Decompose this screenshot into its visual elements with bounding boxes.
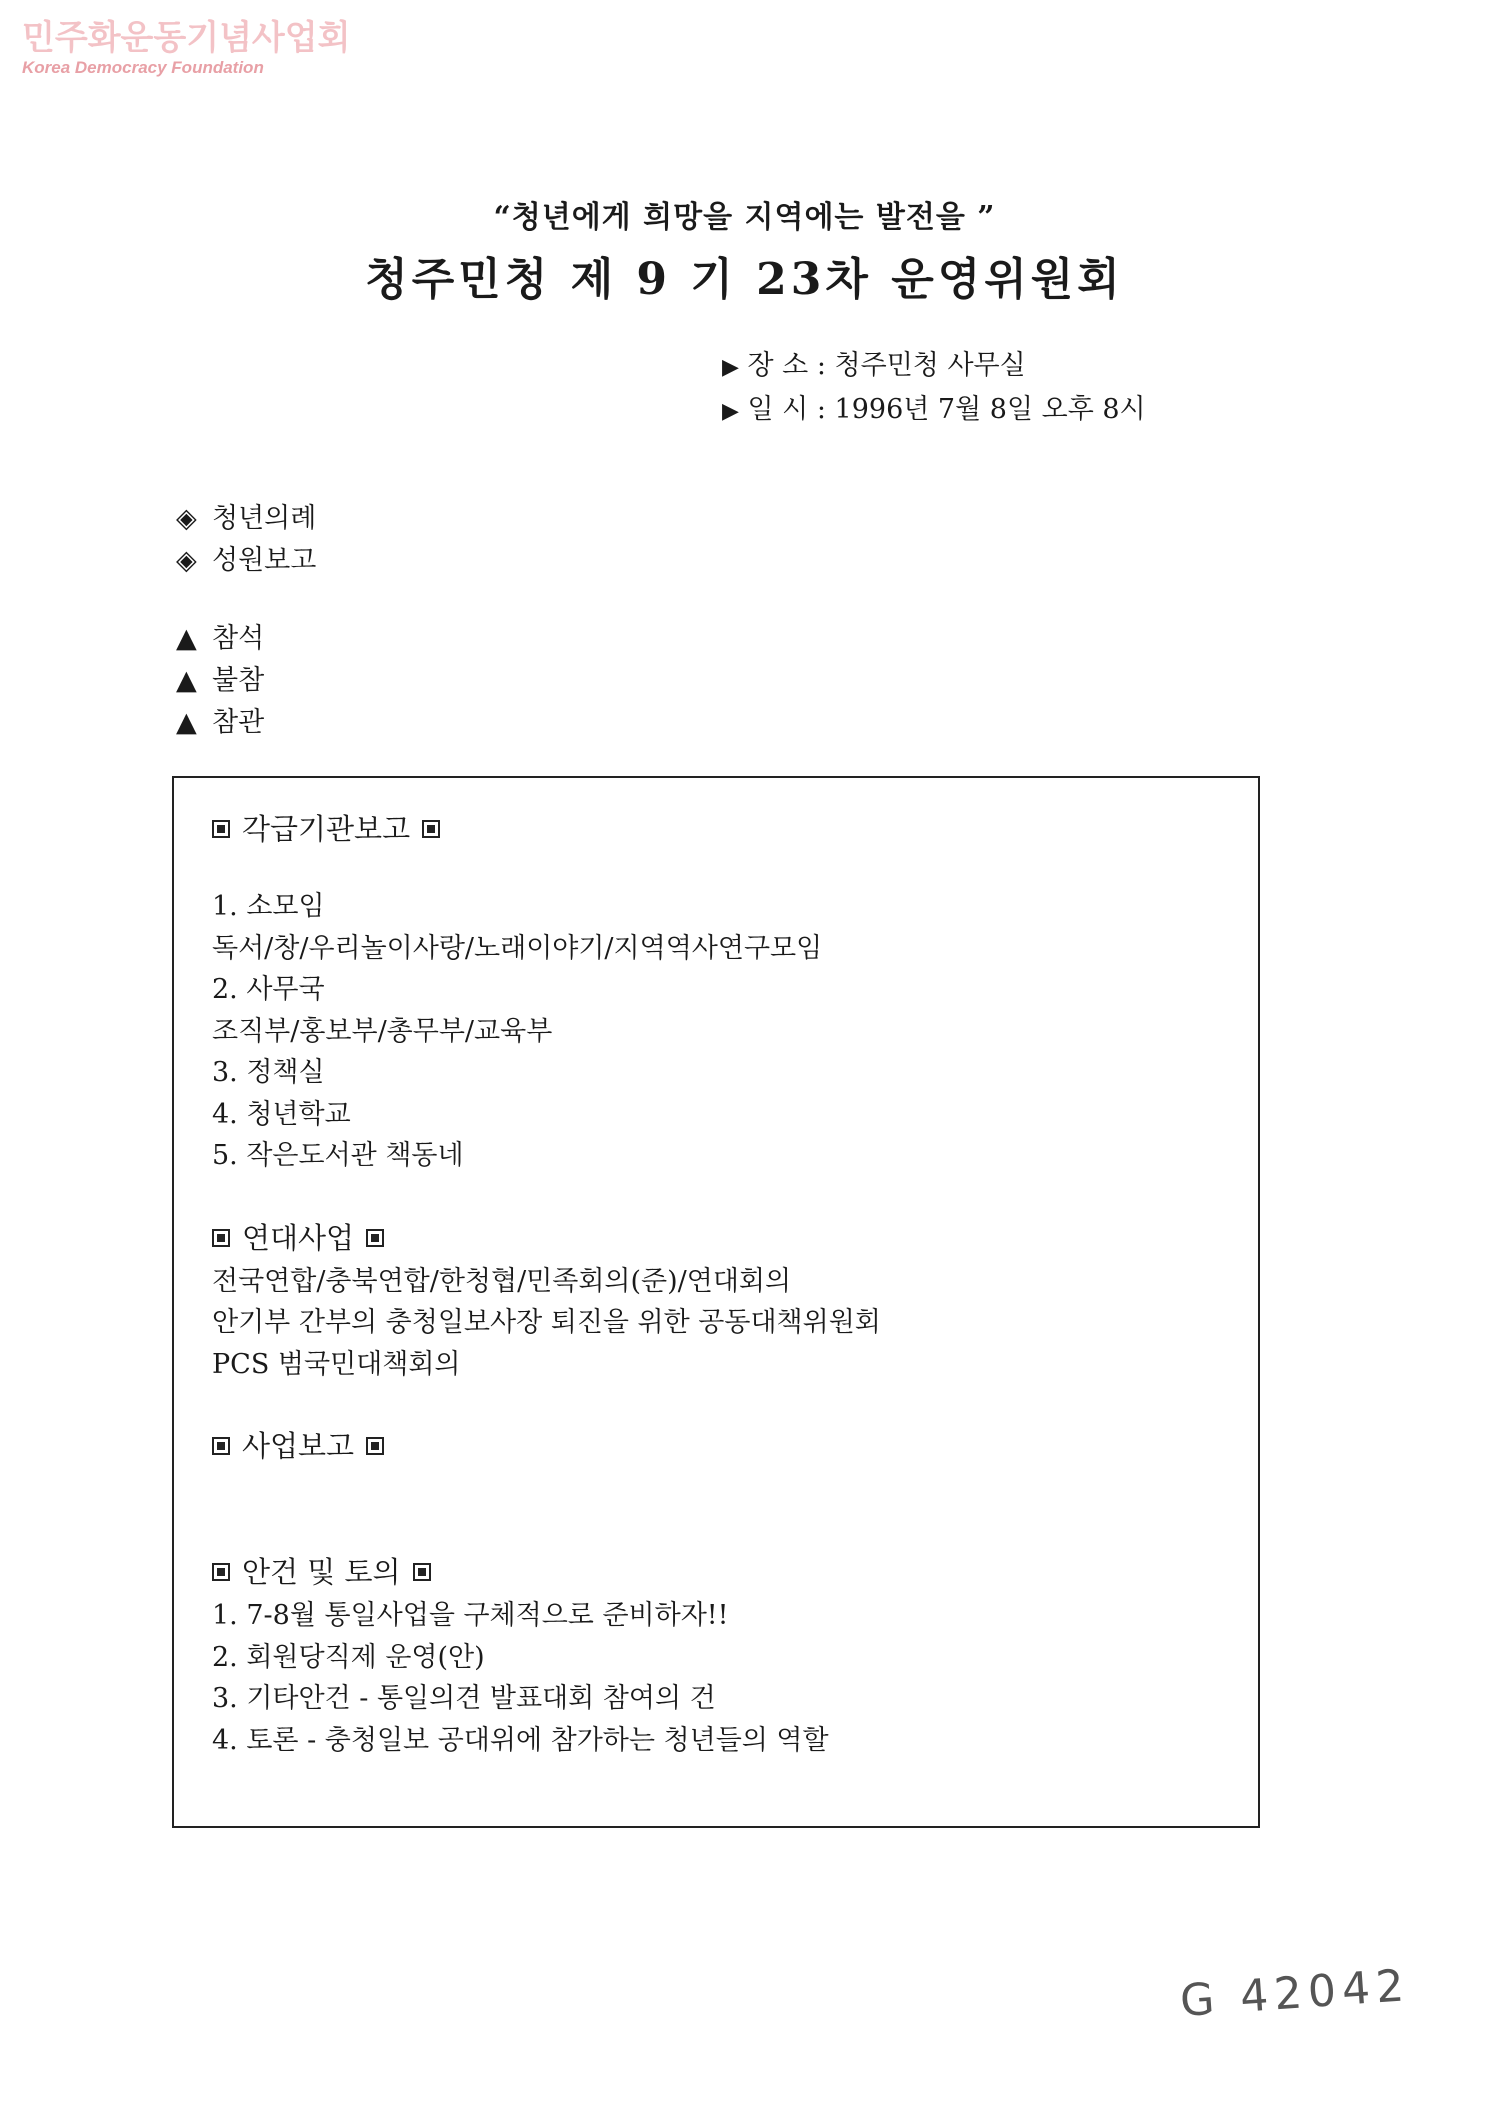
list-item: 3. 기타안건 - 통일의견 발표대회 참여의 건 (212, 1683, 716, 1714)
square-bullet-icon (212, 820, 230, 838)
square-bullet-icon (422, 820, 440, 838)
opening-list (176, 498, 316, 582)
list-item: 안기부 간부의 충청일보사장 퇴진을 위한 공동대책위원회 (212, 1307, 881, 1338)
meta-place (722, 345, 1146, 389)
list-item: 독서/창/우리놀이사랑/노래이야기/지역역사연구모임 (212, 932, 823, 964)
place-value: 청주민청 사무실 (834, 350, 1026, 381)
section-title-reports: 각급기관보고 (212, 806, 1238, 852)
list-item: ◈ 청년의례 (176, 498, 316, 540)
arrow-icon: ▶ (722, 399, 739, 424)
meeting-meta (722, 345, 1146, 433)
square-bullet-icon (413, 1563, 431, 1581)
watermark (22, 18, 350, 78)
list-item: ◈ 성원보고 (176, 540, 316, 582)
watermark-korean: 민주화운동기념사업회 (22, 18, 351, 58)
time-label: 일 시 : (747, 394, 826, 425)
square-bullet-icon (366, 1229, 384, 1247)
list-item: ▲ 참관 (176, 702, 264, 744)
triangle-icon: ▲ (176, 623, 197, 654)
list-item: 2. 사무국 (212, 974, 325, 1005)
list-item: 전국연합/충북연합/한청협/민족회의(준)/연대회의 (212, 1265, 792, 1297)
list-item: 조직부/홍보부/총무부/교육부 (212, 1015, 553, 1047)
list-item: PCS 범국민대책회의 (212, 1348, 461, 1380)
attendance-list (176, 618, 264, 744)
square-bullet-icon (212, 1229, 230, 1247)
agenda-box (172, 776, 1260, 1828)
diamond-icon: ◈ (176, 503, 197, 534)
square-bullet-icon (212, 1437, 230, 1455)
list-item: ▲ 불참 (176, 660, 264, 702)
section-title-agenda: 안건 및 토의 (212, 1549, 1238, 1595)
section-title-business: 사업보고 (212, 1423, 1238, 1469)
diamond-icon: ◈ (176, 545, 197, 576)
list-item: 4. 청년학교 (212, 1098, 351, 1130)
meta-time (722, 389, 1146, 433)
watermark-english: Korea Democracy Foundation (22, 58, 264, 77)
list-item: 1. 소모임 (212, 891, 325, 922)
handwritten-archive-number: G 42042 (1178, 1960, 1412, 2027)
list-item: ▲ 참석 (176, 618, 264, 660)
list-item: 4. 토론 - 충청일보 공대위에 참가하는 청년들의 역할 (212, 1724, 829, 1756)
list-item: 5. 작은도서관 책동네 (212, 1140, 464, 1171)
time-value: 1996년 7월 8일 오후 8시 (834, 394, 1146, 425)
place-label: 장 소 : (747, 350, 826, 381)
square-bullet-icon (366, 1437, 384, 1455)
list-item: 2. 회원당직제 운영(안) (212, 1641, 485, 1673)
list-item: 3. 정책실 (212, 1057, 325, 1088)
square-bullet-icon (212, 1563, 230, 1581)
section-title-solidarity: 연대사업 (212, 1215, 1238, 1261)
arrow-icon: ▶ (722, 355, 739, 380)
triangle-icon: ▲ (176, 707, 197, 738)
triangle-icon: ▲ (176, 665, 197, 696)
document-title: 청주민청 제 9 기 23차 운영위원회 (365, 254, 1124, 305)
slogan: “청년에게 희망을 지역에는 발전을 ” (493, 200, 996, 235)
list-item: 1. 7-8월 통일사업을 구체적으로 준비하자!! (212, 1600, 729, 1631)
